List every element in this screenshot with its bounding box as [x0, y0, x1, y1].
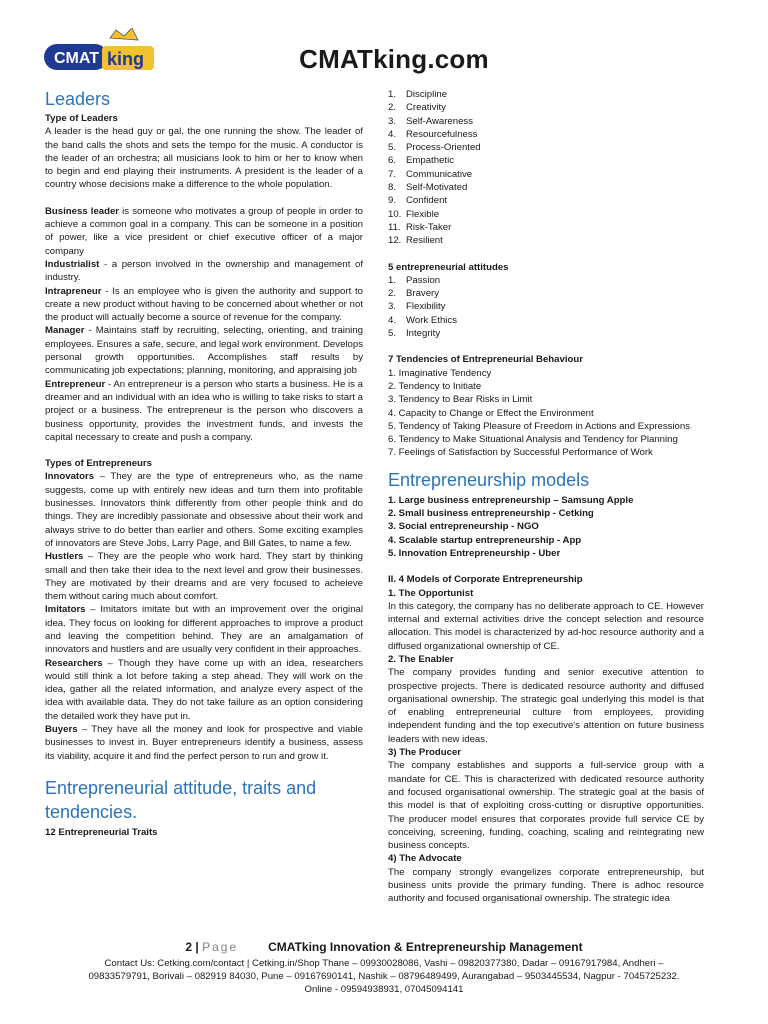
manager-para: Manager - Maintains staff by recruiting, selecting, orienting, and training employees. Ensures a safe, secure, and legal work environment. Develops personal growth opportunities. Accomplishes staff results by communicating job expectations; planning, monitoring, and appraising job [45, 325, 363, 377]
opportunist-heading: 1. The Opportunist [388, 587, 474, 599]
imitators-para: Imitators – Imitators imitate but with an improvement over the original idea. They focus on looking for different approaches to improve a product and leaving the competition behind. They are an amalgamation of innovators and hustlers and are usually very confident in their approaches. [45, 604, 363, 656]
type-of-leaders-heading: Type of Leaders [45, 113, 118, 124]
buyers-para: Buyers – They have all the money and look for prospective and viable businesses to invest in. Buyer entrepreneurs identify a business, assess its viability, acquire it and find the perfect person to run and grow it. [45, 724, 363, 762]
trait-item: 1. Discipline [388, 89, 448, 100]
trait-item: 6. Empathetic [388, 155, 454, 167]
tendency-item: 4. Capacity to Change or Effect the Environment [388, 407, 594, 419]
svg-text:CMAT: CMAT [54, 50, 100, 67]
traits-list [388, 88, 704, 248]
advocate-heading: 4) The Advocate [388, 853, 462, 865]
document-title: CMATking Innovation & Entrepreneurship Management [268, 940, 583, 954]
trait-item: 7. Communicative [388, 168, 473, 180]
leaders-heading: Leaders [45, 89, 111, 109]
trait-item: 8. Self-Motivated [388, 182, 468, 194]
trait-item: 9. Confident [388, 195, 448, 207]
model-item: 1. Large business entrepreneurship – Samsung Apple [388, 494, 634, 506]
researchers-para: Researchers – Though they have come up with an idea, researchers would still think a lot before taking a step ahead. They will work on the idea, gather all the related information, and analyze every aspect of the idea with available data. They do not take failure as an option considering the detailed work they have put in. [45, 657, 363, 722]
svg-text:king: king [107, 49, 145, 69]
innovators-para: Innovators – They are the type of entrepreneurs who, as the name suggests, come up with entirely new ideas and turn them into profitable businesses. Innovators think differently from other people think and do things. They are incredibly passionate and obsessive about their work and always strive to do better than earlier and others. Some exciting examples of innovators are Steve Jobs, Larry Page, and Bill Gates, to name a few. [45, 471, 363, 549]
attitude-item: 2. Bravery [388, 288, 440, 300]
trait-item: 4. Resourcefulness [388, 128, 478, 140]
entrepreneur-para: Entrepreneur - An entrepreneur is a person who starts a business. He is a dreamer and an individual with an idea who is willing to take risks to start a project or a business. The entrepreneur is the person who discovers a business opportunity, provides the investment funds, and invests the capital necessary to create and push a company. [45, 378, 363, 443]
types-of-entrepreneurs-heading: Types of Entrepreneurs [45, 458, 152, 470]
attitude-item: 1. Passion [388, 274, 441, 286]
attitude-item: 4. Work Ethics [388, 314, 457, 326]
advocate-text: The company strongly evangelizes corporate entrepreneurship, but business units provide the primary funding. There is adhoc resource authority and focused organisational ownership. The strategic idea [388, 866, 704, 905]
tendency-item: 3. Tendency to Bear Risks in Limit [388, 394, 533, 406]
tendency-item: 1. Imaginative Tendency [388, 367, 492, 379]
trait-item: 10. Flexible [388, 208, 440, 220]
trait-item: 12. Resilient [388, 235, 443, 247]
hustlers-para: Hustlers – They are the people who work hard. They start by thinking small and then take their idea to the next level and grow their businesses. They are motivated by their dreams and are very focused to acheieve them without caring much about comfort. [45, 551, 363, 603]
producer-heading: 3) The Producer [388, 747, 462, 759]
page-word: Page [202, 940, 239, 954]
models-list [388, 494, 704, 560]
attitude-item: 3. Flexibility [388, 301, 446, 313]
trait-item: 11. Risk-Taker [388, 221, 452, 233]
intrapreneur-para: Intrapreneur - Is an employee who is given the authority and support to create a new product without having to be concerned about whether or not the product will actually become a source of revenue for the company. [45, 285, 363, 324]
model-item: 2. Small business entrepreneurship - Cetking [388, 508, 594, 520]
page-footer [0, 940, 768, 954]
industrialist-para: Industrialist - a person involved in the ownership and management of industry. [45, 258, 363, 284]
model-item: 3. Social entrepreneurship - NGO [388, 521, 539, 533]
leaders-intro: A leader is the head guy or gal, the one running the show. The leader of the band calls the shots and sets the tempo for the music. A conductor is the leader of an orchestra; all musicians look to him or her to know when to begin and end playing their instruments. A president is the leader of a country whose decisions make a difference to the whole population. [45, 126, 363, 191]
tendency-item: 2. Tendency to Initiate [388, 380, 482, 392]
tendency-item: 5. Tendency of Taking Pleasure of Freedom in Actions and Expressions [388, 420, 691, 432]
enabler-text: The company provides funding and senior executive attention to prospective projects. There is dedicated resource authority and diffused organisational ownership. The strategic goal underlying this model is that of enabling entrepreneurial culture from employees, providing independent funding and the top executive's attention on future business leaders with new ideas. [388, 667, 704, 745]
site-title: CMATking.com [299, 44, 489, 74]
right-column [388, 88, 704, 906]
tendency-item: 7. Feelings of Satisfaction by Successful Performance of Work [388, 447, 653, 459]
footer-contact: Contact Us: Cetking.com/contact | Cetking.in/Shop Thane – 09930028086, Vashi – 09820377380, Dadar – 09167917984, Andheri – 09833579791, Borivali – 082919 84030, Pune – 09167690141, Nashik – 08796489499, Aurangabad – 9503445534, Nagpur - 7045725232. Online - 09594938931, 07045094141 [88, 958, 680, 995]
tendencies-list [388, 367, 704, 460]
left-column [45, 88, 363, 839]
tendencies-heading: 7 Tendencies of Entrepreneurial Behaviour [388, 354, 583, 366]
model-item: 5. Innovation Entrepreneurship - Uber [388, 547, 561, 559]
page-number: 2 | [185, 940, 199, 954]
attitude-item: 5. Integrity [388, 328, 441, 340]
opportunist-text: In this category, the company has no deliberate approach to CE. However internal and external activities drive the concept selection and resource allocation. This model is characterized by ad-hoc resource authority and a diffused organizational ownership of CE. [388, 600, 704, 652]
tendency-item: 6. Tendency to Make Situational Analysis and Tendency for Planning [388, 434, 678, 446]
model-item: 4. Scalable startup entrepreneurship - App [388, 534, 582, 546]
traits-heading: 12 Entrepreneurial Traits [45, 826, 158, 838]
trait-item: 2. Creativity [388, 102, 446, 114]
attitudes-list [388, 274, 704, 340]
business-leader-para: Business leader is someone who motivates a group of people in order to achieve a common goal in a company. This can be someone in a position of power, like a vice president or chief executive officer of a major company [45, 205, 363, 257]
attitudes-heading: 5 entrepreneurial attitudes [388, 261, 509, 273]
trait-item: 5. Process-Oriented [388, 142, 481, 154]
attitude-traits-heading: Entrepreneurial attitude, traits and tendencies. [45, 777, 317, 822]
producer-text: The company establishes and supports a full-service group with a mandate for CE. This is characterized with dedicated resource authority and focused organisational ownership. The strategic goal at the basis of this model is that of exploiting cross-cutting or disruptive opportunities. The producer model ensures that corporates provide full service CE by conceiving, screening, funding, coaching, scaling and reintegrating new business concepts. [388, 760, 704, 852]
models-heading: Entrepreneurship models [388, 469, 590, 490]
trait-item: 3. Self-Awareness [388, 115, 474, 127]
enabler-heading: 2. The Enabler [388, 653, 454, 665]
corporate-models-heading: II. 4 Models of Corporate Entrepreneurship [388, 574, 583, 586]
